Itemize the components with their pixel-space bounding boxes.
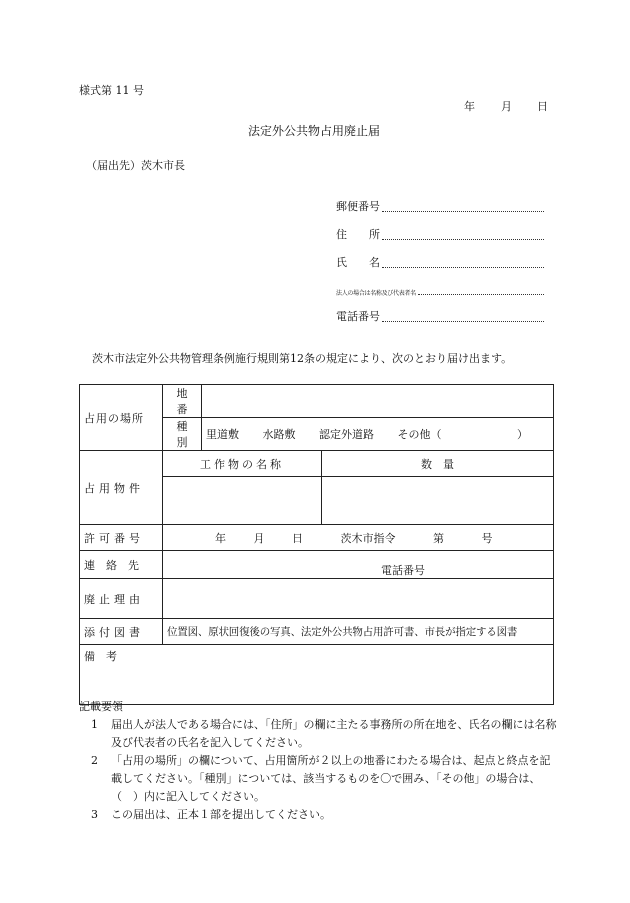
attachments-value: 位置図、原状回復後の写真、法定外公共物占用許可書、市長が指定する図書 <box>163 619 554 645</box>
permit-city: 茨木市指令 <box>340 531 396 545</box>
permit-dai: 第 <box>433 531 444 545</box>
postal-code-field[interactable] <box>336 198 544 214</box>
note-item-2: 2 「占用の場所」の欄について、占用箇所が２以上の地番にわたる場合は、起点と終点を記載してください。「種別」については、該当するものを〇で囲み、「その他」の場合は、（ ）内に記入してください。 <box>91 754 551 803</box>
addressee: （届出先）茨木市長 <box>86 159 185 172</box>
contact-input[interactable] <box>163 551 554 579</box>
representative-label: 法人の場合は名称及び代表者名 <box>336 290 416 297</box>
phone-label: 電話番号 <box>336 310 380 323</box>
type-label: 種 別 <box>163 418 202 451</box>
reason-input[interactable] <box>163 579 554 619</box>
address-label: 住 所 <box>336 228 380 241</box>
date-month-label: 月 <box>501 100 512 113</box>
form-number: 様式第 11 号 <box>79 84 144 97</box>
permit-go: 号 <box>481 531 493 545</box>
lot-label: 地 番 <box>163 385 202 418</box>
date-year-label: 年 <box>464 100 475 113</box>
notes-section <box>79 698 559 824</box>
location-label: 占用の場所 <box>80 385 163 451</box>
object-label: 占用物件 <box>80 451 163 525</box>
note-item-3: 3 この届出は、正本１部を提出してください。 <box>91 808 331 821</box>
notes-heading: 記載要領 <box>79 700 123 713</box>
type-options[interactable] <box>202 418 554 451</box>
type-option-unrecognized-road[interactable]: 認定外道路 <box>319 428 374 441</box>
remarks-cell[interactable] <box>80 645 554 705</box>
address-line <box>382 227 544 240</box>
contact-label: 連 絡 先 <box>80 551 163 579</box>
date-day-label: 日 <box>537 100 548 113</box>
contact-phone-label: 電話番号 <box>381 564 425 577</box>
remarks-label: 備 考 <box>84 650 117 663</box>
address-field[interactable] <box>336 226 544 242</box>
form-table <box>79 384 554 705</box>
quantity-header: 数 量 <box>322 451 554 477</box>
type-option-waterway[interactable]: 水路敷 <box>262 428 296 441</box>
permit-input[interactable] <box>163 525 554 551</box>
representative-field[interactable] <box>336 281 544 297</box>
permit-year: 年 <box>215 531 226 545</box>
intro-text: 茨木市法定外公共物管理条例施行規則第12条の規定により、次のとおり届け出ます。 <box>92 352 513 365</box>
postal-code-line <box>382 199 544 212</box>
permit-month: 月 <box>253 531 265 545</box>
attachments-label: 添付図書 <box>80 619 163 645</box>
type-option-other[interactable]: その他（ <box>397 428 442 441</box>
name-label: 氏 名 <box>336 256 380 269</box>
quantity-input[interactable] <box>322 477 554 525</box>
postal-code-label: 郵便番号 <box>336 200 380 213</box>
type-option-other-close: ） <box>517 428 528 441</box>
page-title: 法定外公共物占用廃止届 <box>248 124 381 138</box>
note-item-1: 1 届出人が法人である場合には、「住所」の欄に主たる事務所の所在地を、氏名の欄には名称及び代表者の氏名を記入してください。 <box>91 718 557 749</box>
permit-day: 日 <box>292 531 303 545</box>
lot-input[interactable] <box>202 385 554 418</box>
name-field[interactable] <box>336 254 544 270</box>
reason-label: 廃止理由 <box>80 579 163 619</box>
permit-label: 許可番号 <box>80 525 163 551</box>
phone-field[interactable] <box>336 308 544 324</box>
name-line <box>382 255 544 268</box>
phone-line <box>382 309 544 322</box>
representative-line <box>418 282 544 295</box>
type-option-road[interactable]: 里道敷 <box>206 428 239 441</box>
structure-name-input[interactable] <box>163 477 322 525</box>
structure-name-header: 工作物の名称 <box>163 451 322 477</box>
